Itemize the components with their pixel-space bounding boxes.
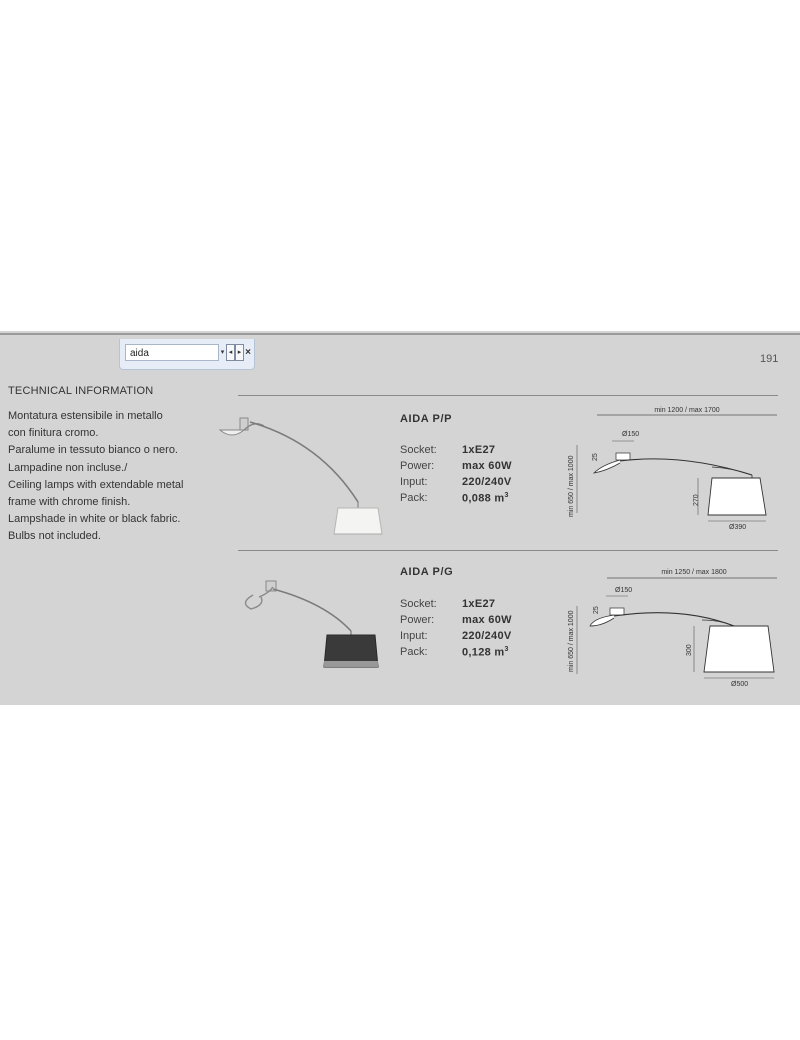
spec-label: Socket: [400, 598, 437, 610]
spec-socket: 1xE27 [462, 444, 496, 456]
find-previous-button[interactable]: ◂ [226, 344, 235, 361]
dim-height: min 650 / max 1000 [568, 455, 575, 517]
dim-width: min 1200 / max 1700 [654, 407, 720, 414]
product-specs [400, 598, 540, 662]
description-line: con finitura cromo. [8, 427, 99, 440]
spec-label: Pack: [400, 492, 428, 504]
description-line: Paralume in tessuto bianco o nero. [8, 444, 178, 457]
spec-socket: 1xE27 [462, 598, 496, 610]
dim-canopy-height: 25 [592, 453, 599, 461]
dim-canopy: Ø150 [622, 431, 640, 438]
technical-description [8, 408, 208, 546]
dim-shade-height: 270 [693, 494, 700, 506]
spec-input: 220/240V [462, 630, 512, 642]
spec-power: max 60W [462, 460, 512, 472]
technical-information-title: TECHNICAL INFORMATION [8, 385, 154, 397]
aida-pp-dimension-drawing [562, 405, 787, 540]
find-dropdown-arrow-icon[interactable]: ▾ [220, 349, 225, 356]
spec-label: Input: [400, 630, 428, 642]
dim-width: min 1250 / max 1800 [661, 569, 727, 576]
spec-input: 220/240V [462, 476, 512, 488]
spec-pack: 0,088 $m^3$ [462, 492, 509, 505]
find-close-icon[interactable]: × [245, 347, 251, 358]
aida-pg-photo [235, 575, 390, 680]
description-line: frame with chrome finish. [8, 496, 131, 509]
aida-pg-dimension-drawing [562, 566, 787, 696]
spec-label: Power: [400, 460, 435, 472]
dim-canopy-height: 25 [593, 606, 600, 614]
find-input[interactable]: aida [125, 344, 219, 361]
spec-power: max 60W [462, 614, 512, 626]
description-line: Lampadine non incluse./ [8, 461, 128, 474]
product-name: AIDA P/G [400, 566, 454, 578]
dim-height: min 650 / max 1000 [568, 610, 575, 672]
page-number: 191 [760, 353, 779, 365]
dim-canopy: Ø150 [615, 587, 633, 594]
find-next-button[interactable]: ▸ [235, 344, 244, 361]
product-specs [400, 444, 540, 508]
dim-shade-diameter: Ø390 [729, 524, 747, 531]
spec-label: Pack: [400, 646, 428, 658]
spec-pack: 0,128 $m^3$ [462, 646, 509, 659]
description-line: Ceiling lamps with extendable metal [8, 478, 184, 491]
aida-pp-photo [210, 412, 390, 547]
section-rule-middle [238, 550, 778, 551]
spec-label: Input: [400, 476, 428, 488]
section-rule-top [238, 395, 778, 396]
page-top-border [0, 333, 800, 335]
description-line: Lampshade in white or black fabric. [8, 513, 181, 526]
description-line: Bulbs not included. [8, 530, 101, 543]
description-line: Montatura estensibile in metallo [8, 410, 163, 422]
spec-label: Socket: [400, 444, 437, 456]
spec-label: Power: [400, 614, 435, 626]
dim-shade-height: 300 [686, 644, 693, 656]
product-name: AIDA P/P [400, 413, 453, 425]
find-bar [119, 339, 255, 370]
dim-shade-diameter: Ø500 [731, 681, 749, 688]
